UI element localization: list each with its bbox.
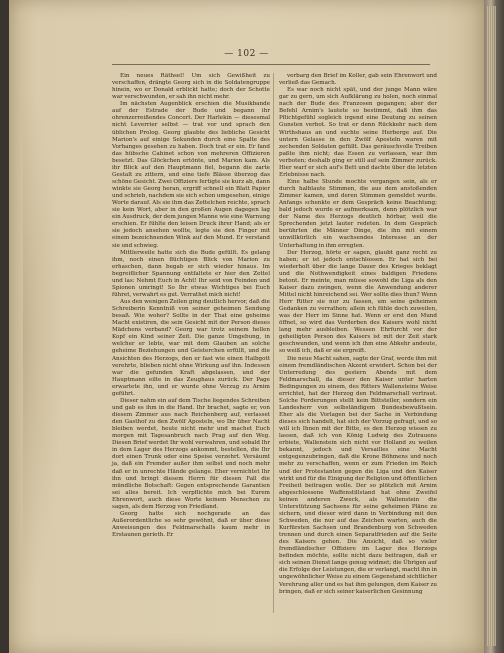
paragraph: Der Herzog, hörte er sagen, glaubt ganz recht zu haben; er ist jedoch entschlossen. Er hat sich bei wiederholt über die lange Dauer des Krieges beklagt und die Nothwendigkeit eines baldigen Friedens betont. Er meinte, man müsse sowohl die Liga als den Kaiser dazu zwingen, wenn die Anwendung anderer Mittel nicht hinreichend sei. Wer sollte dies thun? Wenn Herr Ritter sie nur zu fassen, um seine geheimen Gedanken zu verrathen; allein ich fühle doch zuweilen, was der Herr im Sinne hat. Wenn er erst den Mund öffnet, so wird das Verderben des Kaisers wohl nicht lang mehr ausbleiben. Wessen Ehrfurcht vor der geheiligten Person des Kaisers ist mit der Zeit stark geschwunden, und wenn ich ihm eine Abkehr andeute, so weiß ich, daß er sie ergreift. xyxy=(279,249,437,355)
book-page xyxy=(9,0,484,653)
paragraph: Die neue Macht sahen, sagte der Graf, werde ihm mit einem fremdländischen Akzent erwidert. Schon bei der Unterredung des gestern Abends mit dem Feldmarschall, da dieser den Kaiser unter harten Bedingungen zu einem, des Ritters Wallensteins Weise errichtet, hat der Herzog den Feldmarschall vertraut. Solche Forderungen stellt kein Bittsteller, sondern ein Landesherr von selbständigem Bundesbewußtsein. Eher als die Vorlagen bei der Sache in Verbindung dieses sich handelt, hat sich der Vorzug gefragt, und so will ich Ihnen mit der Bitte, es den Herzog wissen zu lassen, daß ich von König Ludwig des Zutrauens erbiete, Wallenstein sich nicht vor Holland zu weilen bekannt, jedoch und Versailles eine Macht entgegenzubringen, daß die Krone Böhmens und noch mehr zu verschaffen, wenn er zum Frieden im Reich und der Protestanten gegen die Liga und den Kaiser wirkt und für die Einigung der Religion und öffentlichen Freiheit beitragen wolle. Der so plötzlich mit Arnim abgeschlossene Waffenstillstand hat ohne Zweifel keinen anderen Zweck, als Wallenstein die Unterstützung Sachsens für seine geheimen Pläne zu sichern, und dieser wird dann in Verbindung mit den Schweden, die nur auf das Zeichen warten, auch die Kurfürsten Sachsen und Brandenburg von Schweden trennen und durch einen Separatfrieden auf die Seite des Kaisers gehen. Die Ansicht, daß so vieler fremdländischer Offiziere im Lager des Herzogs befinden möchte, sollte nicht dazu beitragen, daß er sich seinen Dienst lange genug widmet; die Übrigen auf die Erfolge der Leistungen, die er verlangt, macht ihn in ungewöhnlicher Weise zu einem Gegenstand sichtlicher Verehrung aller und es hat ihm gelungen, dem Kaiser zu bringen, daß er sich seiner kaiserlichen Gesinnung xyxy=(279,355,437,595)
page-number: — 102 — xyxy=(224,49,269,59)
paragraph: Ein neues Räthsel! Um sich Gewißheit zu verschaffen, drängte Georg sich in die Soldatengruppe hinein, wo er Donald erblickt hatte; doch der Schotte war verschwunden, er sah ihn nicht mehr. xyxy=(112,73,270,101)
paragraph: Aus den wenigen Zeilen ging deutlich hervor, daß die Schreiberin Kenntniß von seiner geheimen Sendung besaß. Wie woher? Sollte in der That eine geheime Macht existiren, die sein Gesicht mit der Person dieses Mädchens verband? Georg war trotz seinem hellen Kopf ein Kind seiner Zeit. Die ganze Umgebung, in welcher er lebte, war mit dem Glauben an solche geheime Beziehungen und Geisterchen erfüllt, und die Ansichten des Herzogs, den er fast wie einen Halbgott verehrte, blieben nicht ohne Wirkung auf ihn. Indessen war die gefunden Kraft abgelassen, und der Hauptmann eilte in das Zeughaus zurück. Der Page erwartete ihn, und er wurde ohne Verzug zu Arnim geführt. xyxy=(112,299,270,397)
header-rule xyxy=(112,64,430,65)
book-fore-edge xyxy=(484,0,504,653)
text-column-left xyxy=(112,73,270,539)
text-column-right xyxy=(279,73,437,596)
paragraph: Georg hatte sich nochgerade an das Außerordentliche so sehr gewöhnt, daß er über diese Anweisungen des Feldmarschalls kaum mehr in Erstaunen gerieth. Er xyxy=(112,510,270,539)
page-stain xyxy=(23,80,63,600)
paragraph: verbarg den Brief im Koller, gab sein Ehrenwort und verließ das Gemach. xyxy=(279,73,437,87)
paragraph: Im nächsten Augenblick erschien die Musikbande auf der Estrade der Bude und begann ihr ohrenzerreißendes Concert. Der Harlekin — diesesmal nicht Leverrier selbst — trat vor und sprach den üblichen Prolog. Georg glaubte des liebliche Gesicht Marion's auf einige Sekunden durch eine Spalte des Vorhanges gesehen zu haben. Doch trat er ein. Er fand das hübsche Cabinet schon von mehreren Offizieren besetzt. Das Glöckchen ertönte, und Marion kam. Als ihr Blick auf den Hauptmann fiel, begann die zarte Gestalt zu zittern, und eine tiefe Blässe überzog das schöne Gesicht. Zwei Offiziere fertigte sie kurz ab, dann winkte sie Georg heran, ergriff schnell ein Blatt Papier und schrieb, nachdem sie sich schon umgesehen, einige Worte darauf. Als sie ihm das Zettelchen reichte, sprach sie kein Wort, aber in den großen Augen dagegen lag ein Ausdruck, der dem jungen Manne wie eine Warnung erschien. Er fühlte den leisen Druck ihrer Hand; als er sie jedoch ansehen wollte, legte sie den Finger mit einem bezeichnenden Wink auf den Mund. Er verstand sie und schwieg. xyxy=(112,101,270,249)
page-stack xyxy=(487,6,496,646)
paragraph: Eine halbe Stunde mochte vergangen sein, als er durch halblaute Stimmen, die aus dem anstoßenden Zimmer kamen, und deren Stimmen gemeldet wurde. Anfangs schenkte er dem Gespräch keine Beachtung; bald jedoch wurde er aufmerksam, denn plötzlich war der Name des Herzogs deutlich hörbar, weil die Sprechenden jetzt lauter redeten. In dem Gespräch berührten die Männer Dinge, die ihn mit einem unwillkürlich ein wachsendes Interesse an der Unterhaltung in ihm erregten. xyxy=(279,178,437,249)
column-divider xyxy=(273,73,274,613)
paragraph: Mittlerweile hatte sich die Bude gefüllt. Es gelang ihm, noch einen flüchtigen Blick von Marion zu erhaschen, dann begab er sich wieder hinaus. Im begreiflicher Spannung entfaltete er hier den Zettel und las: Nehmt Euch in Acht! Ihr seid von Feinden und Spionen umringt! So Ihr etwas Wichtiges bei Euch führet, verwahrt es gut. Verrathet mich nicht! xyxy=(112,249,270,298)
paragraph: Dieser nahm ein auf dem Tische liegendes Schreiben und gab es ihm in die Hand. Ihr brachet, sagte er, von diesem Zimmer aus nach Reichenberg auf, verlasset den Gasthof zu den Zwölf Aposteln, wo Ihr über Nacht bleiben werdet, heute nicht mehr und machet Euch morgen mit Tagesanbruch nach Prag auf den Weg. Diesen Brief werdet Ihr wohl verwahren, und sobald Ihr in dem Lager des Herzogs ankommt, bestellen, die Ihr dort einen Trunk oder eine Speise verzehrt. Versäumt ja, daß ein Fremder außer ihm selbst und noch mehr daß er in unrechte Hände gelange. Eher vernichtet Ihr ihn und bringt diesem Herrn für diesen Fall die mündliche Botschaft: Gegen entsprechende Garantien sei alles bereit. Ich verpflichte mich bei Eurem Ehrenwort, auch diese Worte keinem Menschen zu sagen, als dem Herzog von Friedland. xyxy=(112,397,270,510)
paragraph: Es war noch nicht spät, und der junge Mann wäre gar zu gern, um sich Aufklärung zu holen, noch einmal nach der Bude des Franzosen gegangen; aber der Befehl Arnim's lautete so bestimmt, daß ihm das Pflichtgefühl sogleich irgend eine Deutung zu seinen Gunsten verbot. So trat er denn Rückkehr nach dem Wirthshaus an und suchte seine Herberge auf. Die untern Gelasse in den Zwölf Aposteln waren mit zechenden Soldaten gefüllt. Das geräuschvolle Treiben paßte ihm nicht; das Essen zu verlassen, war ihm verboten; deshalb ging er still auf sein Zimmer zurück. Hier warf er sich auf's Bett und dachte über die letzten Erlebnisse nach. xyxy=(279,87,437,178)
